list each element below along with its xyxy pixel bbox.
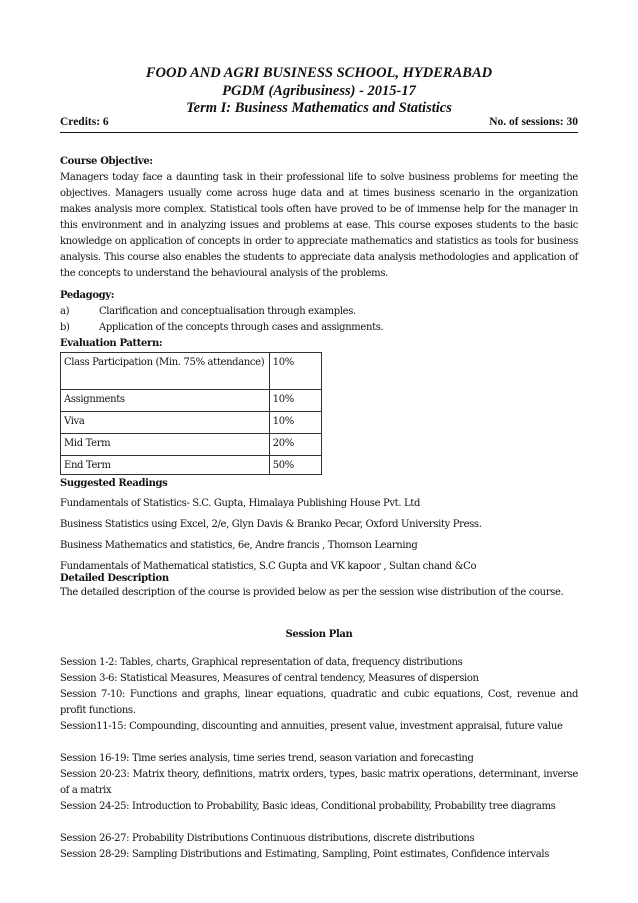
- evaluation-table: [60, 352, 322, 475]
- session-item: Session 28-29: Sampling Distributions and Estimating, Sampling, Point estimates, Confidence intervals: [60, 849, 550, 860]
- table-row: [61, 412, 322, 434]
- table-row: [61, 390, 322, 412]
- session-item: Session 20-23: Matrix theory, definitions, matrix orders, types, basic matrix operations, determinant, inverse of a matrix: [60, 769, 578, 796]
- table-cell-weight: 20%: [269, 434, 321, 456]
- objective-heading: Course Objective:: [60, 156, 153, 167]
- session-plan-heading: Session Plan: [285, 629, 353, 640]
- table-cell-weight: 10%: [269, 412, 321, 434]
- course-meta-bar: [60, 116, 578, 133]
- description-heading: Detailed Description: [60, 573, 169, 584]
- sessions-count: No. of sessions: 30: [489, 116, 578, 128]
- session-item: Session 16-19: Time series analysis, time series trend, season variation and forecasting: [60, 753, 474, 764]
- table-cell-weight: 10%: [269, 390, 321, 412]
- session-item: Session11-15: Compounding, discounting and annuities, present value, investment appraisal, future value: [60, 721, 563, 732]
- table-row: [61, 456, 322, 475]
- reading-item: Business Statistics using Excel, 2/e, Glyn Davis & Branko Pecar, Oxford University Press.: [60, 519, 482, 530]
- session-item: Session 7-10: Functions and graphs, linear equations, quadratic and cubic equations, Cost, revenue and profit functions.: [60, 689, 578, 716]
- list-text: Application of the concepts through cases and assignments.: [99, 322, 384, 333]
- term-title: Term I: Business Mathematics and Statistics: [186, 100, 452, 116]
- pedagogy-list: [60, 304, 578, 336]
- program-title: PGDM (Agribusiness) - 2015-17: [222, 83, 416, 99]
- table-cell-component: Assignments: [61, 390, 270, 412]
- reading-item: Fundamentals of Mathematical statistics, S.C Gupta and VK kapoor , Sultan chand &Co: [60, 561, 477, 572]
- reading-item: Business Mathematics and statistics, 6e, Andre francis , Thomson Learning: [60, 540, 418, 551]
- description-text: The detailed description of the course is provided below as per the session wise distribution of the course.: [60, 587, 564, 598]
- table-row: [61, 434, 322, 456]
- table-cell-component: Mid Term: [61, 434, 270, 456]
- credits-label: Credits: 6: [60, 116, 109, 128]
- table-cell-weight: 10%: [269, 353, 321, 390]
- table-cell-component: Viva: [61, 412, 270, 434]
- session-item: Session 26-27: Probability Distributions Continuous distributions, discrete distributions: [60, 833, 475, 844]
- list-item: [60, 304, 578, 320]
- table-cell-weight: 50%: [269, 456, 321, 475]
- table-row: [61, 353, 322, 390]
- readings-heading: Suggested Readings: [60, 478, 168, 489]
- session-item: Session 1-2: Tables, charts, Graphical representation of data, frequency distributions: [60, 657, 463, 668]
- reading-item: Fundamentals of Statistics- S.C. Gupta, Himalaya Publishing House Pvt. Ltd: [60, 498, 420, 509]
- table-cell-component: Class Participation (Min. 75% attendance): [61, 353, 270, 390]
- session-item: Session 3-6: Statistical Measures, Measures of central tendency, Measures of dispersion: [60, 673, 479, 684]
- pedagogy-heading: Pedagogy:: [60, 290, 115, 301]
- school-name: FOOD AND AGRI BUSINESS SCHOOL, HYDERABAD: [145, 65, 493, 81]
- session-item: Session 24-25: Introduction to Probability, Basic ideas, Conditional probability, Probability tree diagrams: [60, 801, 556, 812]
- list-marker: b): [60, 322, 70, 333]
- objective-text: Managers today face a daunting task in their professional life to solve business problems for meeting the objectives. Managers usually come across huge data and at times business scenario in the organization makes analysis more complex. Statistical tools often have proved to be of immense help for the manager in this environment and in analyzing issues and problems at ease. This course exposes students to the basic knowledge on application of concepts in order to appreciate mathematics and statistics as tools for business analysis. This course also enables the students to appreciate data analysis methodologies and application of the concepts to understand the behavioural analysis of the problems.: [60, 172, 578, 279]
- list-marker: a): [60, 306, 70, 317]
- evaluation-heading: Evaluation Pattern:: [60, 338, 163, 349]
- list-text: Clarification and conceptualisation through examples.: [99, 306, 356, 317]
- table-cell-component: End Term: [61, 456, 270, 475]
- list-item: [60, 320, 578, 336]
